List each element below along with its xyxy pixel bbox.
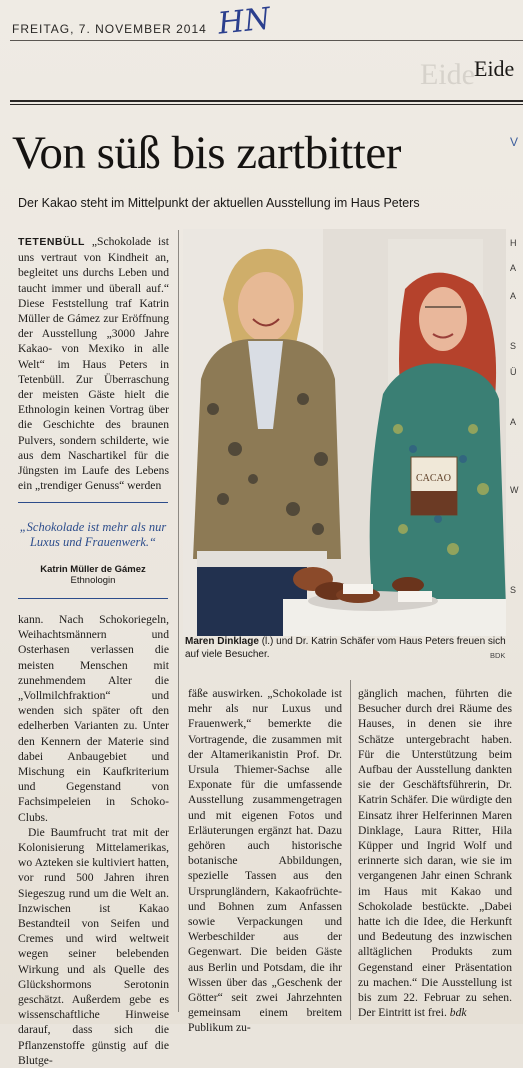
edge-letter: A [510, 291, 517, 301]
column-divider [178, 230, 179, 1012]
paragraph: Die Baumfrucht trat mit der Kolonisierung Mittelamerikas, wo Azteken sie kultiviert hatten, vor rund 500 Jahren ihren Siegeszug rund um die Welt an. Inzwischen ist Kakao Bestandteil von Seifen und Cremes und wird weltweit wegen seiner belebenden Wirkung und als Quelle des Glückshormons Serotonin geschätzt. Außerdem gebe es wissenschaftliche Hinweise darauf, dass sich die Pflanzenstoffe günstig auf die Blutge- [18, 825, 169, 1067]
edge-letter: Ü [510, 367, 517, 377]
edge-letter: S [510, 341, 517, 351]
photo-illustration [183, 229, 506, 636]
quote-text: „Schokolade ist mehr als nur Luxus und Frauenwerk.“ [19, 520, 167, 549]
headline-rule-thin [10, 104, 523, 105]
paragraph: gänglich machen, führten die Besucher durch drei Räume des Hauses, in denen sie ihre Schätze untergebracht haben. Für die Unterstützung beim Aufbau der Ausstellung dankten sie der Geschäftsführerin, Dr. Katrin Schäfer. Die würdigte den Einsatz ihrer Helferinnen Maren Dinklage, Laura Ritter, Hila Küpper und Ingrid Wolf und erinnerte sich daran, wie sie im vergangenen Jahr einen Schrank im Haus mit Kakao und Schokolade bestückte. „Dabei hatte ich die Idee, die Herkunft und Bedeutung des inzwischen alltäglichen Produkts zum Gegenstand einer Präsentation zu machen.“ Die Ausstellung ist bis zum 22. Februar zu sehen. Der Eintritt ist frei. [358, 687, 512, 1020]
column-divider [350, 680, 351, 1020]
column-1-top [18, 234, 169, 493]
top-rule [10, 40, 523, 41]
article-subhead: Der Kakao steht im Mittelpunkt der aktuellen Ausstellung im Haus Peters [18, 196, 420, 210]
paragraph-intro: „Schokolade ist uns vertraut von Kindheit an, begleitet uns durchs Leben und taucht immer und überall auf.“ Diese Feststellung traf Katrin Müller de Gámez zur Eröffnung der Ausstellung „3000 Jahre Kakao- von Mexiko in alle Welt“ im Haus Peters in Tetenbüll. Zur Überraschung der meisten Gäste hielt die Ethnologin keinen Vortrag über die Geschichte des braunen Pulvers, sondern schilderte, wie aus dem Naschartikel für die Jüngsten im Laufe des Lebens ein „trendiger Genuss“ werden [18, 235, 169, 493]
edge-letter: V [510, 135, 519, 149]
edge-letter: W [510, 485, 519, 495]
section-label: Eide [474, 56, 515, 81]
bleed-through-text: Eide [420, 58, 475, 91]
column-1-bottom [18, 612, 169, 1068]
paragraph: fäße auswirken. „Schokolade ist mehr als nur Luxus und Frauenwerk,“ bemerkte die Vortragende, die zusammen mit der Altamerikanistin Prof. Dr. Ursula Thiemer-Sachse alle Exponate für die umfassende Ausstellung zusammengetragen und mit eigenen Fotos und Erläuterungen ergänzt hat. Dazu gehören auch historische botanische Abbildungen, spezielle Tassen aus den Ursprungländern, Kakaofrüchte- und Bohnen zum Anfassen sowie Verpackungen und Werbeschilder aus der Gegenwart. Die beiden Gäste aus Berlin und Potsdam, die ihr Wissen über das „Geschenk der Götter“ seit zwei Jahrzehnten gemeinsam einem breitem Publikum zu- [188, 687, 342, 1035]
edge-letter: S [510, 585, 517, 595]
column-3 [358, 686, 512, 1020]
caption-name: Maren Dinklage [185, 636, 259, 647]
article-dateline: TETENBÜLL [18, 236, 85, 248]
pull-quote [18, 508, 168, 586]
edge-letter: H [510, 238, 517, 248]
edge-letter: A [510, 417, 517, 427]
column-2 [188, 686, 342, 1036]
quote-rule-bottom [18, 598, 168, 599]
paragraph: kann. Nach Schokoriegeln, Weihachtsmännern und Osterhasen verlassen die meisten Menschen mit zunehmendem Alter die „Vollmilchfraktion“ und wenden sich später oft den edelherben Varianten zu. Unter den Kennern der Materie sind dabei Anbaugebiet und Mischung ein Kaufkriterium und Gegenstand von Fachsimpeleien in Schoko-Clubs. [18, 613, 169, 824]
edge-letter: A [510, 263, 517, 273]
quote-author: Katrin Müller de Gámez [40, 564, 146, 575]
handwritten-mark: HN [216, 1, 273, 42]
package-label: CACAO [416, 473, 452, 484]
photo-caption [185, 636, 507, 661]
article-headline: Von süß bis zartbitter [12, 127, 401, 179]
author-signature: bdk [449, 1006, 467, 1020]
caption-text: (l.) und Dr. Katrin Schäfer vom Haus Peters freuen sich auf viele Besucher. [185, 636, 506, 660]
photo-credit: BDK [490, 651, 506, 660]
headline-rule [10, 100, 523, 102]
quote-rule-top [18, 502, 168, 503]
article-photo [183, 229, 506, 636]
quote-role: Ethnologin [70, 575, 116, 586]
neighbour-article-edge [510, 105, 523, 1024]
issue-dateline: FREITAG, 7. NOVEMBER 2014 [12, 22, 207, 36]
